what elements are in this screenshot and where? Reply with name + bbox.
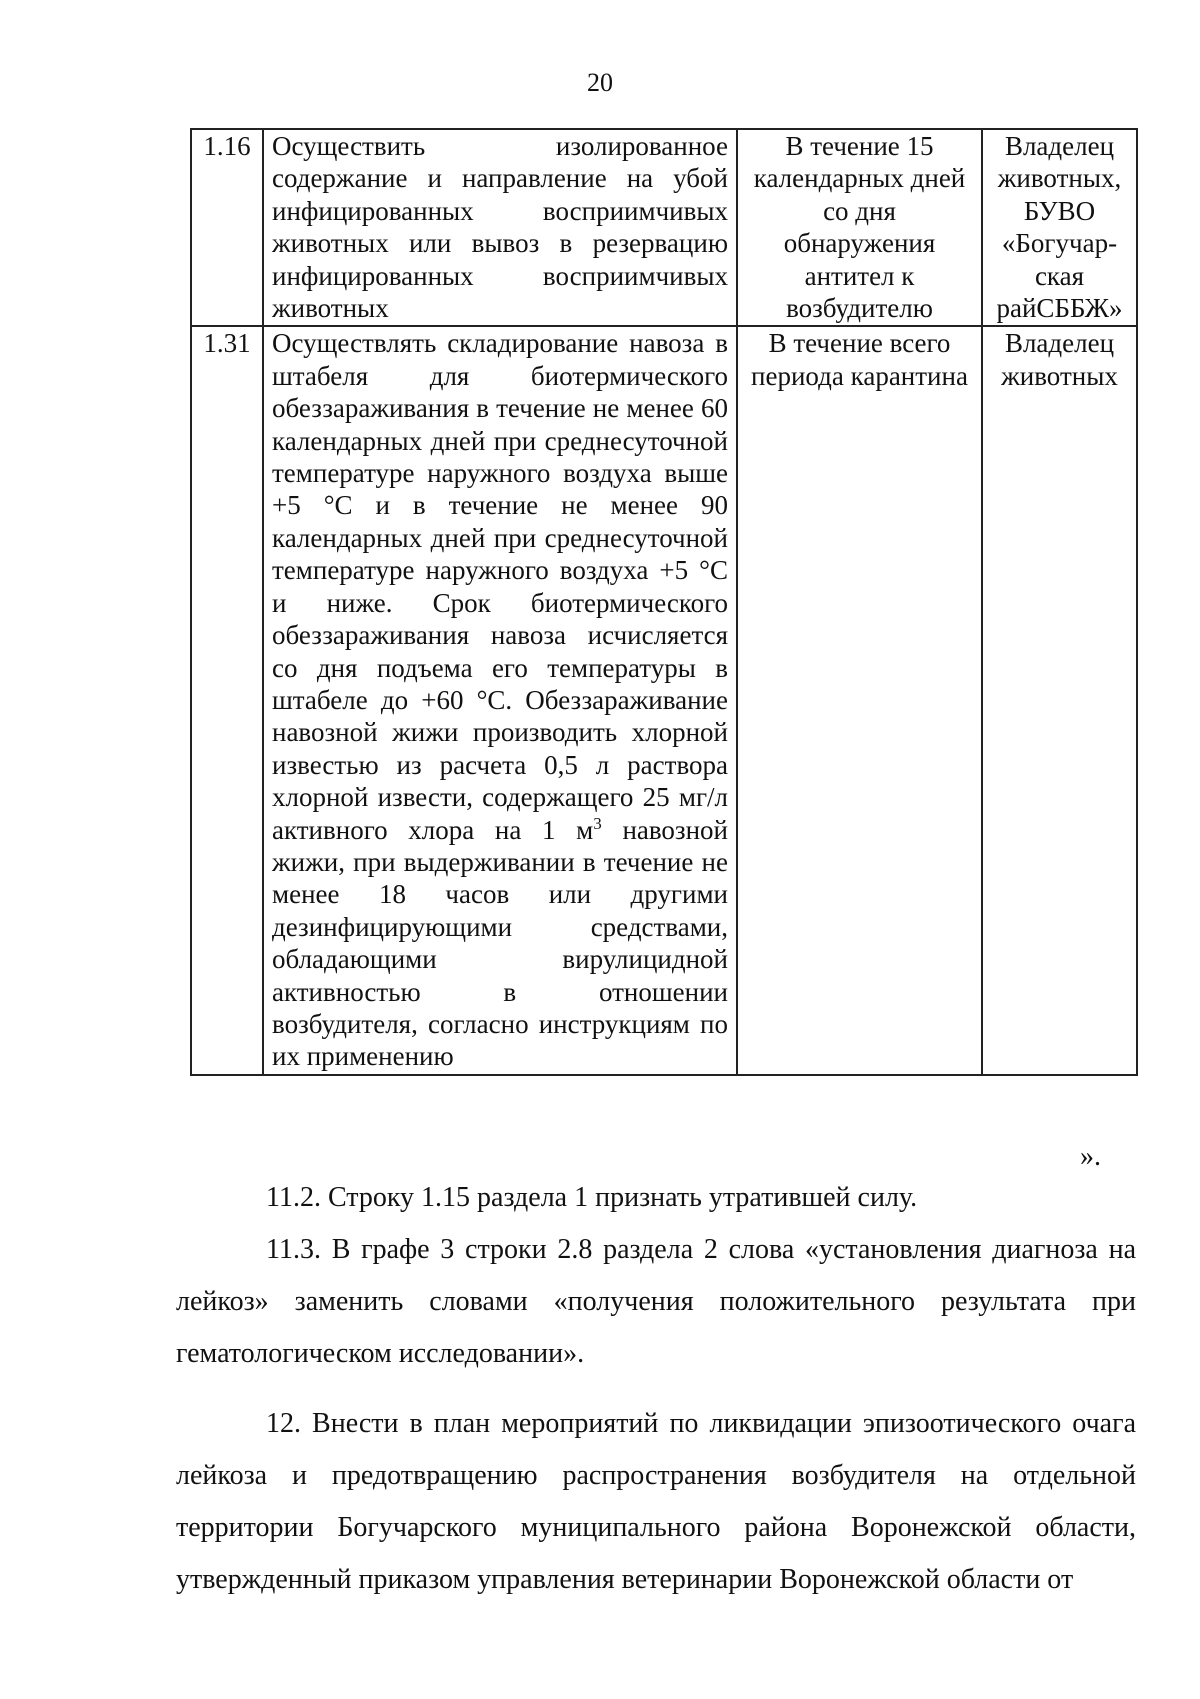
closing-quote: ». (1080, 1141, 1101, 1172)
measure-description: Осуществить изолированное содержание и направление на убой инфицированных восприимчивых животных или вывоз в резервацию инфицированных восприимчивых животных (263, 129, 737, 326)
table-row (191, 129, 1137, 326)
paragraph-11-3: 11.3. В графе 3 строки 2.8 раздела 2 слова «установления диагноза на лейкоз» заменить словами «получения положительного результата при гематологическом исследовании». (176, 1234, 1136, 1369)
measure-term: В течение всего периода карантина (737, 326, 982, 1074)
row-number: 1.16 (191, 129, 263, 326)
measure-description-tail: навозной жижи, при выдерживании в течение не менее 18 часов или другими дезинфицирующими средствами, обладающими вирулицидной активностью в отношении возбудителя, согласно инструкциям по их применению (272, 814, 728, 1072)
measure-description (263, 326, 737, 1074)
row-number: 1.31 (191, 326, 263, 1074)
measure-responsible: Владелец животных (982, 326, 1137, 1074)
table-row (191, 326, 1137, 1074)
measure-responsible: Владелец животных, БУВО «Богучар-ская райСББЖ» (982, 129, 1137, 326)
page-number: 20 (587, 68, 613, 97)
document-body (176, 1172, 1136, 1606)
paragraph-11-2: 11.2. Строку 1.15 раздела 1 признать утратившей силу. (266, 1182, 918, 1213)
measures-table (190, 128, 1138, 1076)
cubic-superscript: 3 (593, 813, 602, 833)
measure-term: В течение 15 календарных дней со дня обнаружения антител к возбудителю (737, 129, 982, 326)
measure-description-text: Осуществлять складирование навоза в штабеля для биотермического обеззараживания в течение не менее 60 календарных дней при среднесуточной температуре наружного воздуха выше +5 °С и в течение не менее 90 календарных дней при среднесуточной температуре наружного воздуха +5 °С и ниже. Срок биотермического обеззараживания навоза исчисляется со дня подъема его температуры в штабеле до +60 °С. Обеззараживание навозной жижи производить хлорной известью из расчета 0,5 л раствора хлорной извести, содержащего 25 мг/л активного хлора на 1 м (272, 328, 728, 845)
paragraph-12: 12. Внести в план мероприятий по ликвидации эпизоотического очага лейкоза и предотвращению распространения возбудителя на отдельной территории Богучарского муниципального района Воронежской области, утвержденный приказом управления ветеринарии Воронежской области от (176, 1408, 1136, 1595)
